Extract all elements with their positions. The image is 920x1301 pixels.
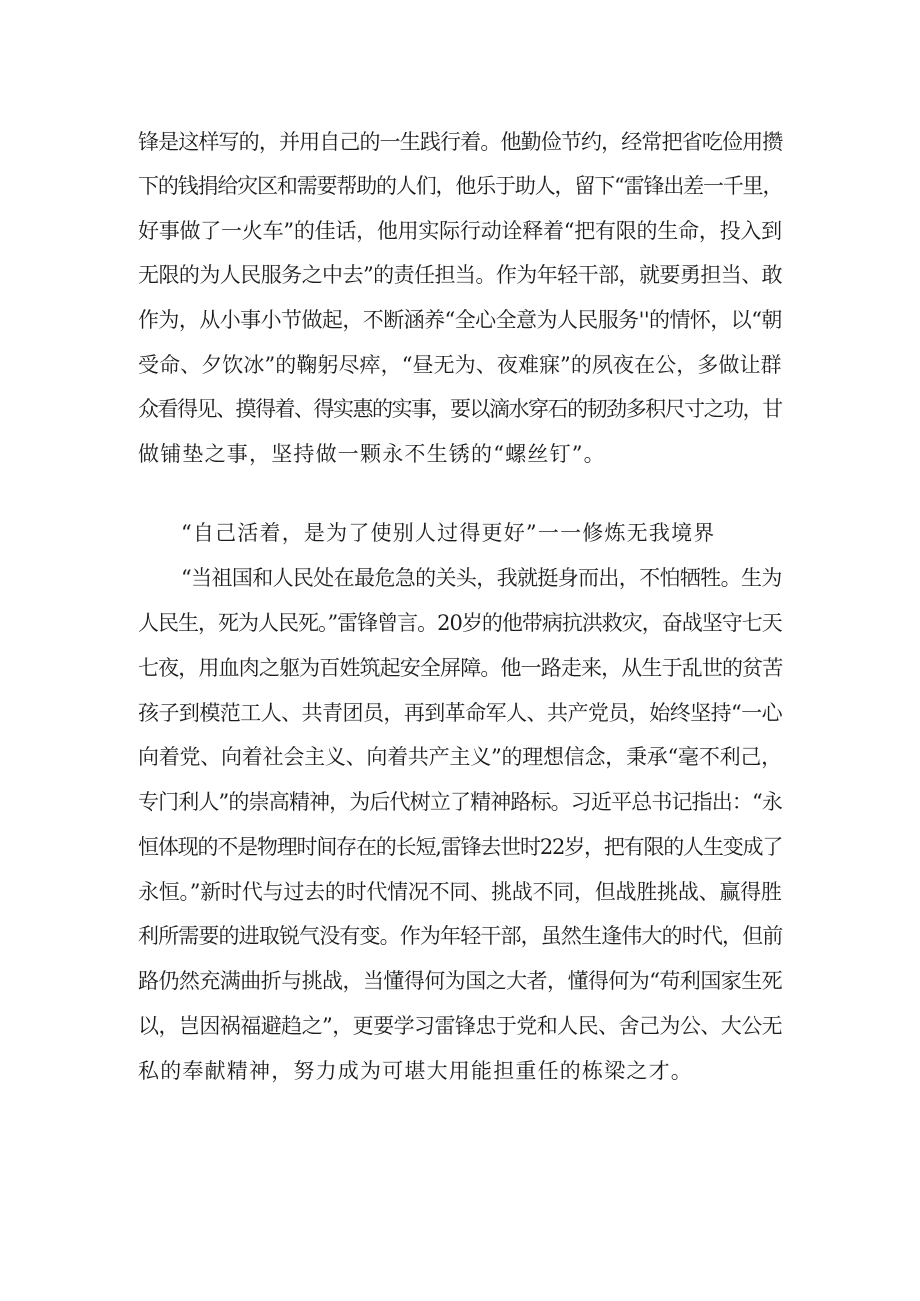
- paragraph-1-line-8: 做铺垫之事，坚持做一颗永不生锈的“螺丝钉”。: [138, 442, 606, 466]
- paragraph-1-line-5: 作为，从小事小节做起，不断涵养“全心全意为人民服务''的情怀，以“朝: [138, 308, 782, 332]
- paragraph-2-line-7: 恒体现的不是物理时间存在的长短,雷锋去世时22岁，把有限的人生变成了: [138, 835, 783, 859]
- paragraph-2-line-8: 永恒。”新时代与过去的时代情况不同、挑战不同，但战胜挑战、赢得胜: [138, 880, 782, 904]
- paragraph-2-line-5: 向着党、向着社会主义、向着共产主义”的理想信念，秉承“毫不利己，: [138, 745, 782, 769]
- paragraph-2-line-12: 私的奉献精神，努力成为可堪大用能担重任的栋梁之才。: [138, 1059, 693, 1083]
- paragraph-1-line-7: 众看得见、摸得着、得实惠的实事，要以滴水穿石的韧劲多积尺寸之功，甘: [138, 397, 782, 421]
- paragraph-2-line-4: 孩子到模范工人、共青团员，再到革命军人、共产党员，始终坚持“一心: [138, 701, 783, 725]
- section-heading: “自己活着，是为了使别人过得更好”一一修炼无我境界: [181, 521, 716, 545]
- paragraph-1-line-2: 下的钱捐给灾区和需要帮助的人们，他乐于助人，留下“雷锋出差一千里，: [138, 174, 783, 198]
- paragraph-1-line-3: 好事做了一火车”的佳话，他用实际行动诠释着“把有限的生命，投入到: [138, 219, 782, 243]
- paragraph-1-line-6: 受命、夕饮冰”的鞠躬尽瘁，“昼无为、夜难寐”的夙夜在公，多做让群: [138, 353, 782, 377]
- paragraph-2-line-10: 路仍然充满曲折与挑战，当懂得何为国之大者，懂得何为“苟利国家生死: [138, 969, 783, 993]
- paragraph-2-line-1: “当祖国和人民处在最危急的关头，我就挺身而出，不怕牺牲。生为: [181, 566, 782, 590]
- paragraph-1-line-1: 锋是这样写的，并用自己的一生践行着。他勤俭节约，经常把省吃俭用攒: [138, 130, 783, 154]
- paragraph-2-line-3: 七夜，用血肉之躯为百姓筑起安全屏障。他一路走来，从生于乱世的贫苦: [138, 656, 783, 680]
- paragraph-2-line-2: 人民生，死为人民死。”雷锋曾言。20岁的他带病抗洪救灾，奋战坚守七天: [138, 611, 782, 635]
- paragraph-2-line-9: 利所需要的进取锐气没有变。作为年轻干部，虽然生逢伟大的时代，但前: [138, 924, 783, 948]
- paragraph-2-line-11: 以，岂因祸福避趋之”，更要学习雷锋忠于党和人民、舍己为公、大公无: [138, 1014, 783, 1038]
- paragraph-1-line-4: 无限的为人民服务之中去”的责任担当。作为年轻干部，就要勇担当、敢: [138, 263, 783, 287]
- paragraph-2-line-6: 专门利人”的崇高精神，为后代树立了精神路标。习近平总书记指出：“永: [138, 790, 783, 814]
